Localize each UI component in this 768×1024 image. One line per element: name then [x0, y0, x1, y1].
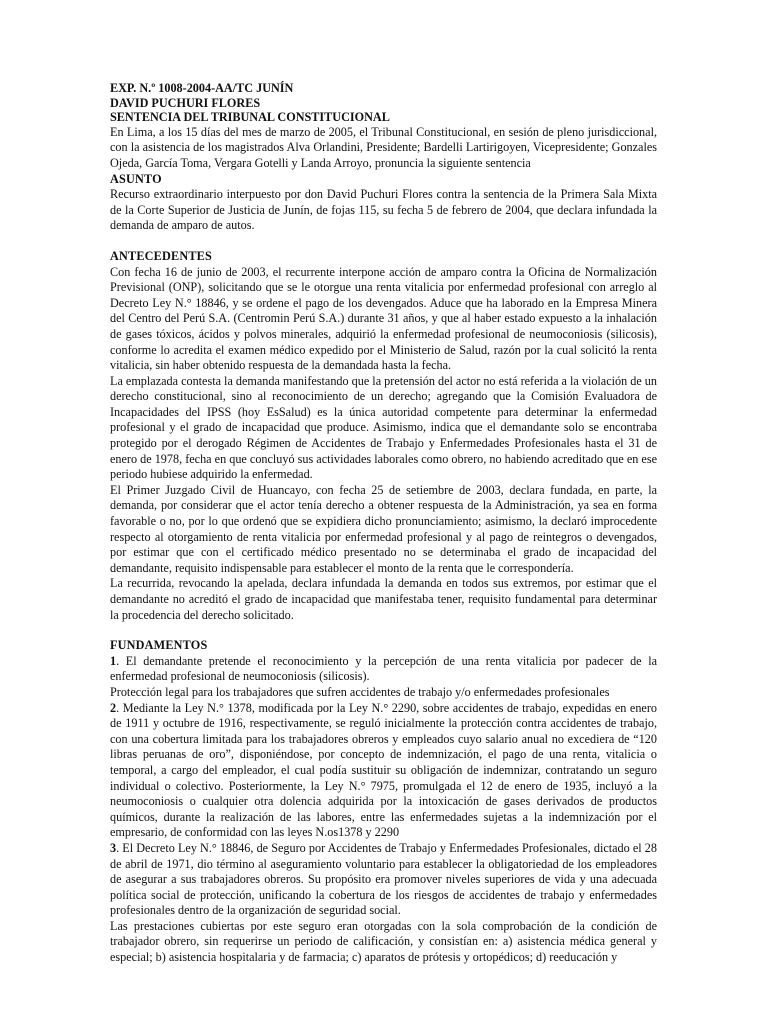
- fundamento-text: . Mediante la Ley N.° 1378, modificada por la Ley N.° 2290, sobre accidentes de trabajo, expedidas en enero de 1911 y octubre de 1916, respectivamente, se reguló inicialmente la protección contra accidentes de trabajo, con una cobertura limitada para los trabajadores obreros y empleados cuyo salario anual no excediera de “120 libras peruanas de oro”, disponiéndose, por concepto de indemnización, el pago de una renta, vitalicia o temporal, a cargo del empleador, el cual podía sustituir su obligación de indemnizar, contratando un seguro individual o colectivo. Posteriormente, la Ley N.° 7975, promulgada el 12 de enero de 1935, incluyó a la neumoconiosis o cualquier otra dolencia adquirida por la intoxicación de gases derivados de productos químicos, durante la realización de las labores, entre las enfermedades sujetas a la indemnización por el empresario, de conformidad con las leyes N.os1378 y 2290: [110, 700, 657, 840]
- fundamento-number: 3: [110, 840, 117, 855]
- antecedentes-paragraph-4: La recurrida, revocando la apelada, declara infundada la demanda en todos sus extremos, por estimar que el demandante no acreditó el grado de incapacidad que manifestaba tener, requisito fundamental para determinar la procedencia del derecho solicitado.: [110, 576, 657, 622]
- document-title: SENTENCIA DEL TRIBUNAL CONSTITUCIONAL: [110, 110, 390, 125]
- antecedentes-heading: ANTECEDENTES: [110, 248, 212, 263]
- asunto-heading: ASUNTO: [110, 171, 162, 186]
- intro-paragraph: En Lima, a los 15 días del mes de marzo de 2005, el Tribunal Constitucional, en sesión de pleno jurisdiccional, con la asistencia de los magistrados Alva Orlandini, Presidente; Bardelli Lartirigoyen, Vicepresidente; Gonzales Ojeda, García Toma, Vergara Gotelli y Landa Arroyo, pronuncia la siguiente sentencia: [110, 124, 657, 170]
- spacer: [110, 234, 657, 249]
- fundamento-text: . El demandante pretende el reconocimiento y la percepción de una renta vitalicia por padecer de la enfermedad profesional de neumoconiosis (silicosis).: [110, 653, 657, 684]
- document-page: [110, 81, 657, 966]
- antecedentes-paragraph-3: El Primer Juzgado Civil de Huancayo, con fecha 25 de setiembre de 2003, declara fundada, en parte, la demanda, por considerar que el actor tenía derecho a obtener respuesta de la Administración, ya sea en forma favorable o no, por lo que ordenó que se expidiera dicho pronunciamiento; asimismo, la declaró improcedente respecto al otorgamiento de renta vitalicia por enfermedad profesional y al pago de reintegros o devengados, por estimar que con el certificado médico presentado no se determinaba el grado de incapacidad del demandante, requisito indispensable para establecer el monto de la renta que le correspondería.: [110, 482, 657, 575]
- spacer: [110, 623, 657, 638]
- asunto-paragraph: Recurso extraordinario interpuesto por don David Puchuri Flores contra la sentencia de la Primera Sala Mixta de la Corte Superior de Justicia de Junín, de fojas 115, su fecha 5 de febrero de 2004, que declara infundada la demanda de amparo de autos.: [110, 187, 657, 233]
- case-number: EXP. N.º 1008-2004-AA/TC JUNÍN: [110, 81, 294, 95]
- fundamento-1: [110, 654, 657, 685]
- party-name: DAVID PUCHURI FLORES: [110, 95, 261, 110]
- fundamento-number: 1: [110, 653, 117, 668]
- fundamento-text: . El Decreto Ley N.° 18846, de Seguro por Accidentes de Trabajo y Enfermedades Profesionales, dictado el 28 de abril de 1971, dio término al aseguramiento voluntario para establecer la obligatoriedad de los empleadores de asegurar a sus trabajadores obreros. Su propósito era promover niveles superiores de vida y una adecuada política social de protección, unificando la cobertura de los riesgos de accidentes de trabajo y enfermedades profesionales dentro de la organización de seguridad social.: [110, 840, 657, 918]
- antecedentes-paragraph-2: La emplazada contesta la demanda manifestando que la pretensión del actor no está referida a la violación de un derecho constitucional, sino al reconocimiento de un derecho; agregando que la Comisión Evaluadora de Incapacidades del IPSS (hoy EsSalud) es la única autoridad competente para determinar la enfermedad profesional y el grado de incapacidad que produce. Asimismo, indica que el demandante solo se encontraba protegido por el derogado Régimen de Accidentes de Trabajo y Enfermedades Profesionales hasta el 31 de enero de 1978, fecha en que concluyó sus actividades laborales como obrero, no habiendo acreditado que en ese periodo hubiese adquirido la enfermedad.: [110, 373, 657, 482]
- fundamento-number: 2: [110, 700, 117, 715]
- fundamento-2: [110, 701, 657, 841]
- antecedentes-paragraph-1: Con fecha 16 de junio de 2003, el recurrente interpone acción de amparo contra la Oficina de Normalización Previsional (ONP), solicitando que se le otorgue una renta vitalicia por enfermedad profesional con arreglo al Decreto Ley N.° 18846, y se ordene el pago de los devengados. Aduce que ha laborado en la Empresa Minera del Centro del Perú S.A. (Centromin Perú S.A.) durante 31 años, y que al haber estado expuesto a la inhalación de gases tóxicos, ácidos y polvos minerales, adquirió la enfermedad profesional de neumoconiosis (silicosis), conforme lo acredita el examen médico expedido por el Ministerio de Salud, razón por la cual solicitó la renta vitalicia, sin haber obtenido respuesta de la demandada hasta la fecha.: [110, 264, 657, 373]
- fundamentos-heading: FUNDAMENTOS: [110, 638, 208, 653]
- fundamentos-paragraph-last: Las prestaciones cubiertas por este seguro eran otorgadas con la sola comprobación de la condición de trabajador obrero, sin requerirse un periodo de calificación, y consistían en: a) asistencia médica general y especial; b) asistencia hospitalaria y de farmacia; c) aparatos de prótesis y ortopédicos; d) reeducación y: [110, 918, 657, 965]
- fundamentos-subtitle: Protección legal para los trabajadores que sufren accidentes de trabajo y/o enfermedades profesionales: [110, 684, 610, 699]
- fundamento-3: [110, 841, 657, 919]
